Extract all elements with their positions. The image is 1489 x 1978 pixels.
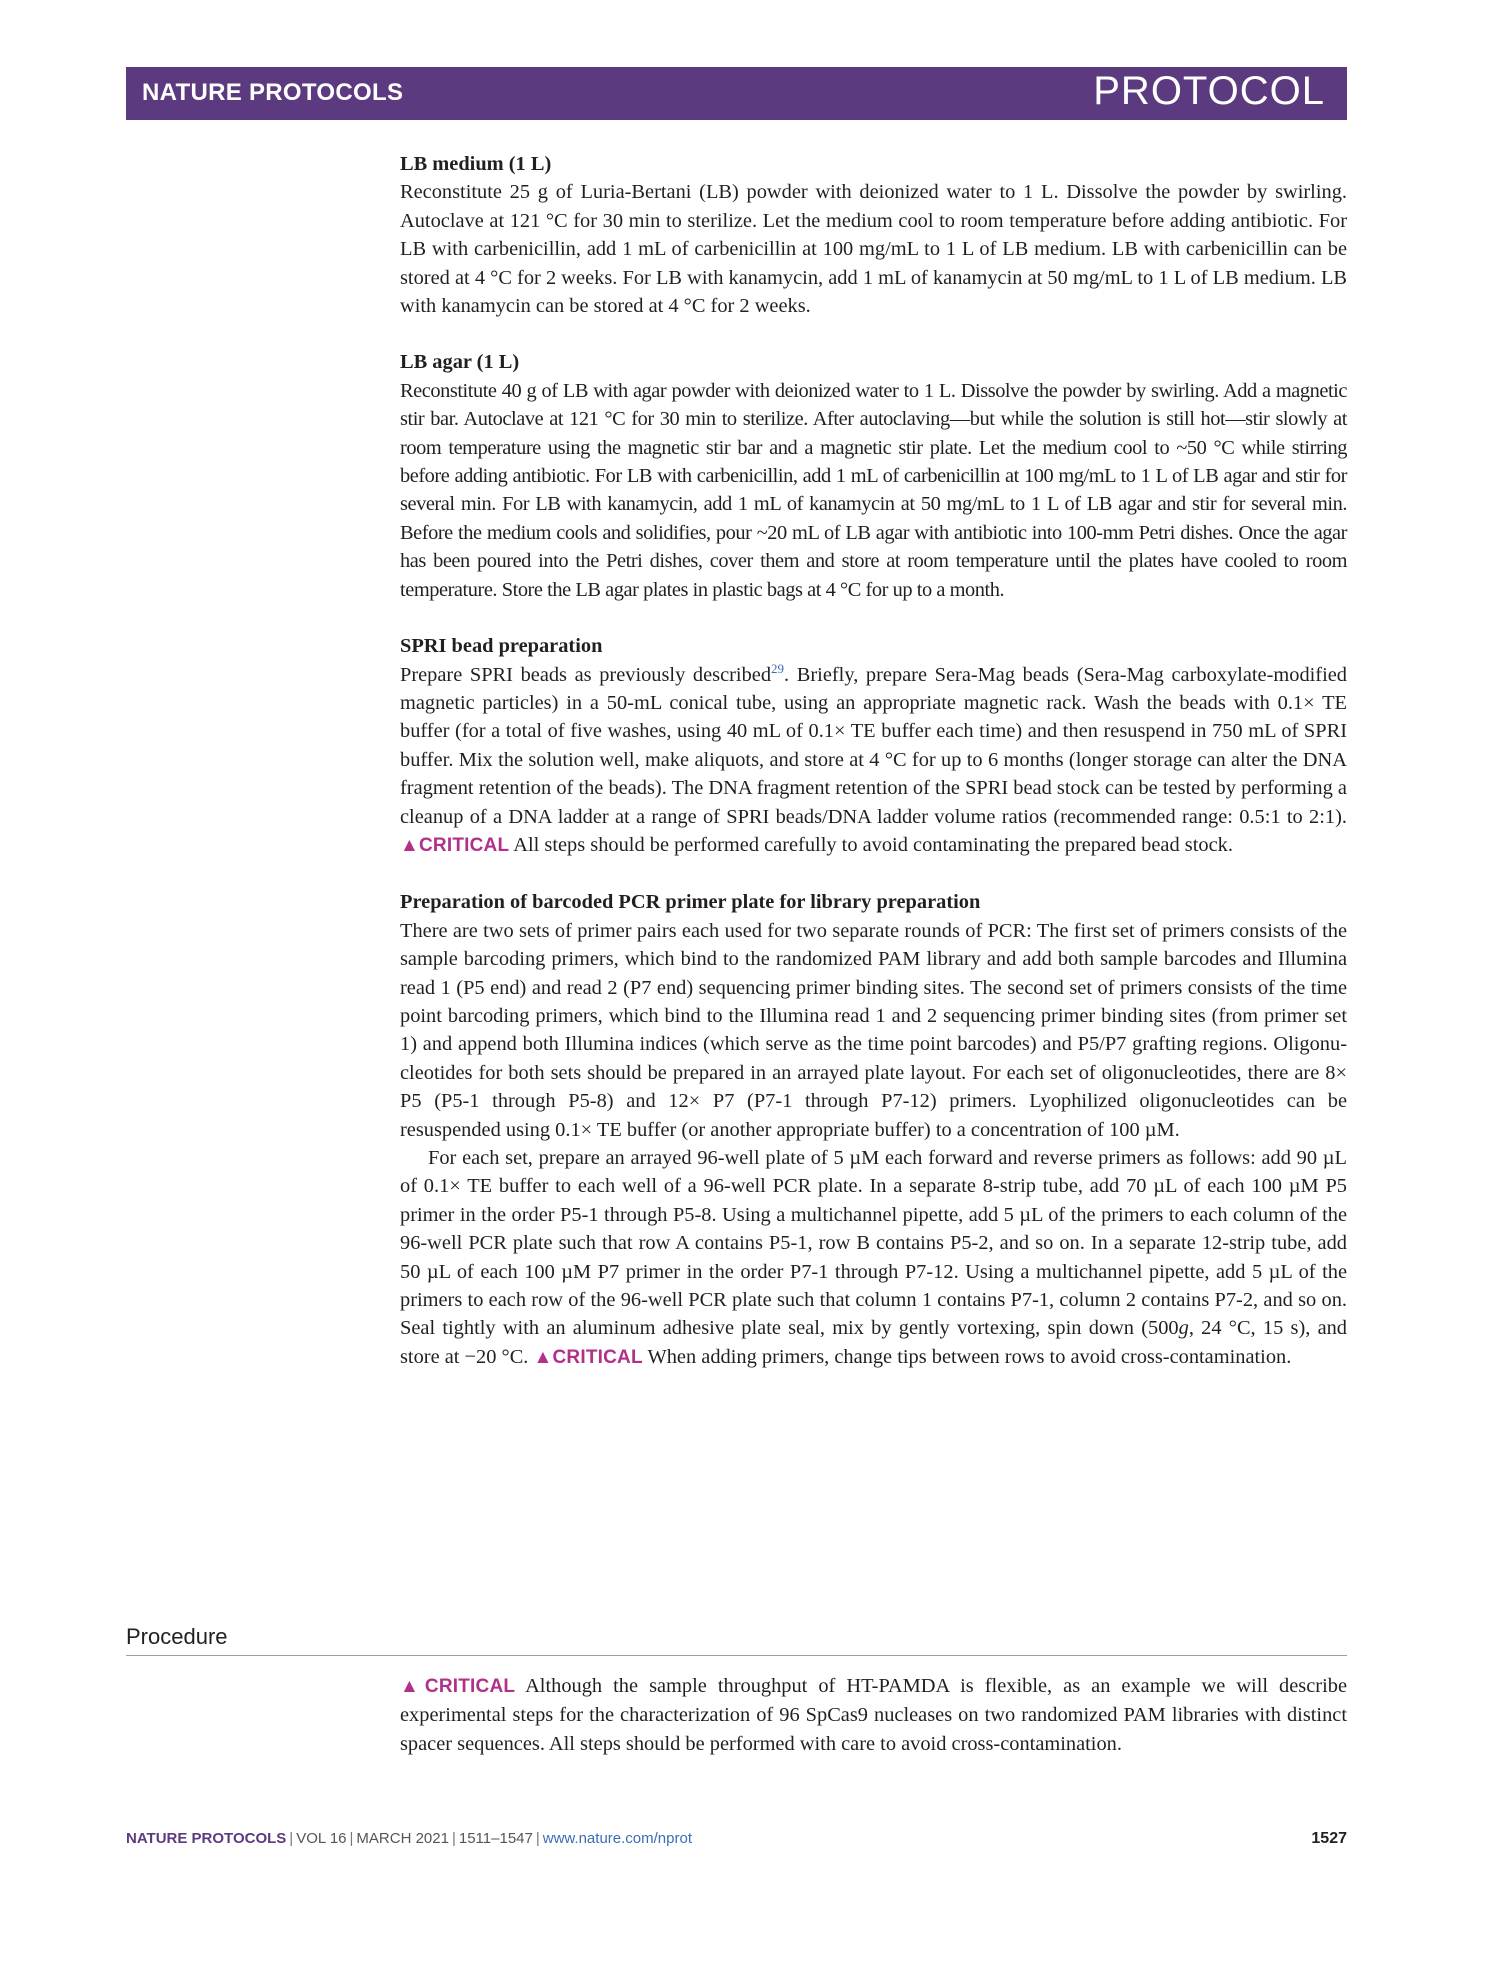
critical-label: ▲CRITICAL — [400, 834, 510, 856]
page-number: 1527 — [1311, 1830, 1347, 1847]
body-text: For each set, prepare an arrayed 96-well plate of 5 µM each forward and reverse primers as follows: add 90 µL of 0.1× TE buffer to each well of a 96-well PCR plate. In a separate 8-strip tube, add 70 µL of each 100 µM P5 primer in the order P5-1 through P5-8. Using a multichannel pipette, add 5 µL of the primers to each column of the 96-well PCR plate such that row A contains P5-1, row B contains P5-2, and so on. In a separate 12-strip tube, add 50 µL of each 100 µM P7 primer in the order P7-1 through P7-12. Using a multichannel pipette, add 5 µL of the primers to each row of the 96-well PCR plate such that column 1 contains P7-1, column 2 contains P7-2, and so on. Seal tightly with an aluminum adhesive plate seal, mix by gently vortexing, spin down (500 — [400, 1147, 1347, 1340]
footer-journal: NATURE PROTOCOLS — [126, 1830, 287, 1847]
journal-name: NATURE PROTOCOLS — [142, 79, 404, 106]
article-type: PROTOCOL — [1093, 69, 1325, 113]
procedure-divider — [126, 1655, 1347, 1656]
critical-label: ▲CRITICAL — [400, 1676, 516, 1697]
critical-label: ▲CRITICAL — [533, 1346, 643, 1368]
footer-volume: VOL 16 — [296, 1830, 347, 1847]
footer-separator: | — [451, 1830, 456, 1847]
body-text: When adding primers, change tips between rows to avoid cross-contamination. — [642, 1345, 1292, 1368]
section-spri-bead-preparation — [400, 632, 1347, 860]
section-body: Reconstitute 40 g of LB with agar powder with deionized water to 1 L. Dissolve the powder by swirling. Add a magnetic stir bar. Autoclave at 121 °C for 30 min to sterilize. After autoclaving—but while the solution is still hot—stir slowly at room temperature using the magnetic stir bar and a magnetic stir plate. Let the medium cool to ~50 °C while stirring before adding antibiotic. For LB with carbenicillin, add 1 mL of carbenicillin at 100 mg/mL to 1 L of LB agar and stir for several min. For LB with kanamycin, add 1 mL of kanamycin at 50 mg/mL to 1 L of LB agar and stir for several min. Before the medium cools and solidifies, pour ~20 mL of LB agar with antibiotic into 100-mm Petri dishes. Once the agar has been poured into the Petri dishes, cover them and store at room temperature until the plates have cooled to room temperature. Store the LB agar plates in plastic bags at 4 °C for up to a month. — [400, 379, 1347, 601]
body-text: , 24 °C, 15 s), and store at −20 °C. — [400, 1317, 1348, 1368]
section-primer-plate-preparation — [400, 888, 1347, 1372]
footer-pages: 1511–1547 — [458, 1830, 533, 1847]
reference-link[interactable]: 29 — [771, 660, 785, 676]
body-text: Prepare SPRI beads as previously described — [400, 663, 772, 686]
body-text: . Briefly, prepare Sera-Mag beads (Sera-Mag carboxylate-modified magnetic particles) in a 50-mL conical tube, using an appropriate magnetic rack. Wash the beads with 0.1× TE buffer (for a total of five washes, using 40 mL of 0.1× TE buffer each time) and then resuspend in 750 mL of SPRI buffer. Mix the solution well, make aliquots, and store at 4 °C for up to 6 months (longer storage can alter the DNA fragment retention of the beads). The DNA fragment retention of the SPRI bead stock can be tested by performing a cleanup of a DNA ladder at a range of SPRI beads/DNA ladder volume ratios (recommended range: 0.5:1 to 2:1). — [400, 663, 1348, 828]
section-lb-agar — [400, 348, 1347, 604]
footer-separator: | — [349, 1830, 354, 1847]
section-title: LB agar (1 L) — [400, 351, 520, 374]
footer-separator: | — [535, 1830, 540, 1847]
section-title: SPRI bead preparation — [400, 635, 603, 658]
body-text: All steps should be performed carefully to avoid contaminating the prepared bead stock. — [509, 833, 1233, 856]
footer-date: MARCH 2021 — [356, 1830, 449, 1847]
procedure-heading: Procedure — [126, 1624, 228, 1649]
body-text-italic: g — [1178, 1317, 1189, 1340]
section-title: Preparation of barcoded PCR primer plate for library preparation — [400, 891, 981, 914]
footer-separator: | — [289, 1830, 294, 1847]
section-paragraph: There are two sets of primer pairs each used for two separate rounds of PCR: The first set of primers consists of the sample barcoding primers, which bind to the randomized PAM library and add both sample barcodes and Illumina read 1 (P5 end) and read 2 (P7 end) sequencing primer binding sites. The second set of primers consists of the time point barcoding primers, which bind to the Illumina read 1 and 2 sequencing primer binding sites (from primer set 1) and append both Illumina indices (which serve as the time point barcodes) and P5/P7 grafting regions. Oligonu-cleotides for both sets should be prepared in an arrayed plate layout. For each set of oligonucleotides, there are 8× P5 (P5-1 through P5-8) and 12× P7 (P7-1 through P7-12) primers. Lyophilized oligonucleotides can be resuspended using 0.1× TE buffer (or another appropriate buffer) to a concentration of 100 µM. — [400, 919, 1347, 1141]
body-text: Although the sample throughput of HT-PAMDA is flexible, as an example we will describe experimental steps for the characterization of 96 SpCas9 nucleases on two randomized PAM libraries with distinct spacer sequences. All steps should be performed with care to avoid cross-contamination. — [400, 1675, 1347, 1755]
footer-url-link[interactable]: www.nature.com/nprot — [542, 1830, 692, 1847]
section-body — [400, 661, 1347, 861]
materials-content — [400, 150, 1347, 1400]
section-title: LB medium (1 L) — [400, 153, 552, 175]
page-footer — [126, 1830, 692, 1847]
section-body: Reconstitute 25 g of Luria-Bertani (LB) powder with deionized water to 1 L. Dissolve the powder by swirling. Autoclave at 121 °C for 30 min to sterilize. Let the medium cool to room temperature before adding antibiotic. For LB with carbenicillin, add 1 mL of carbenicillin at 100 mg/mL to 1 L of LB medium. LB with carbenicillin can be stored at 4 °C for 2 weeks. For LB with kanamycin, add 1 mL of kanamycin at 50 mg/mL to 1 L of LB medium. LB with kanamycin can be stored at 4 °C for 2 weeks. — [400, 181, 1347, 318]
procedure-intro — [400, 1672, 1347, 1758]
section-paragraph — [400, 1144, 1347, 1372]
journal-header-bar — [126, 67, 1347, 120]
section-lb-medium — [400, 150, 1347, 320]
